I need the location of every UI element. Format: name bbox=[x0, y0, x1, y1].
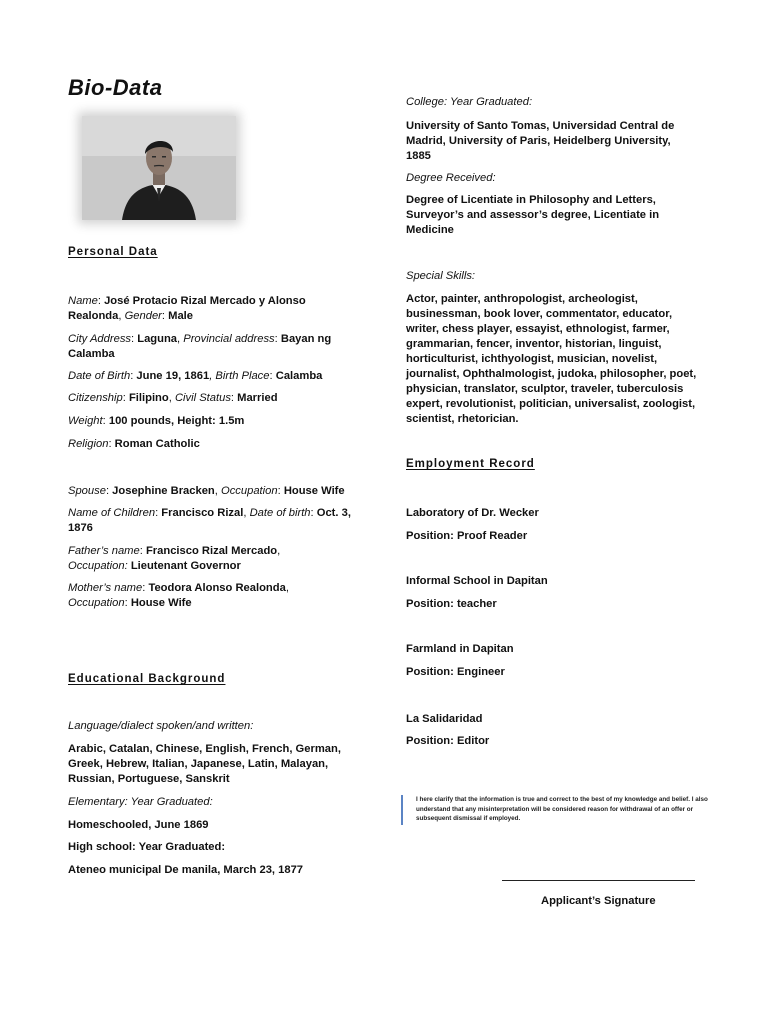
address-field: City Address: Laguna, Provincial address: Bayan ng Calamba bbox=[68, 333, 332, 360]
weight-label: Weight bbox=[68, 415, 103, 427]
mother-name-label: Mother’s name bbox=[68, 582, 143, 594]
position-3: Position: Engineer bbox=[406, 666, 505, 678]
citizenship-value: Filipino bbox=[128, 392, 169, 404]
city-address-label: City Address bbox=[68, 333, 132, 345]
name-label: Name bbox=[68, 295, 98, 307]
language-value: Arabic, Catalan, Chinese, English, French, German, Greek, Hebrew, Italian, Japanese, Latin, Malayan, Russian, Portuguese, Sanskrit bbox=[68, 743, 341, 785]
spouse-field: Spouse: Josephine Bracken, Occupation: House Wife bbox=[68, 485, 345, 497]
mother-occupation-label: Occupation bbox=[68, 597, 125, 609]
position-2: Position: teacher bbox=[406, 598, 497, 610]
provincial-address-value: Bayan ng Calamba bbox=[68, 333, 332, 360]
declaration-text: I here clarify that the information is true and correct to the best of my knowledge and belief. I also understand that any misinterpretation will be considered reason for withdrawal of an offer or subsequent dismissal if employed. bbox=[416, 796, 708, 822]
mother-field: Mother’s name: Teodora Alonso Realonda, Occupation: House Wife bbox=[68, 582, 289, 609]
religion-label: Religion bbox=[68, 438, 109, 450]
birth-place-label: Birth Place bbox=[215, 370, 270, 382]
father-occupation-value: Lieutenant Governor bbox=[130, 560, 241, 572]
employer-3: Farmland in Dapitan bbox=[406, 643, 514, 655]
citizenship-field: Citizenship: Filipino, Civil Status: Married bbox=[68, 392, 278, 404]
father-name-label: Father’s name bbox=[68, 545, 140, 557]
spouse-label: Spouse bbox=[68, 485, 106, 497]
gender-label: Gender bbox=[124, 310, 162, 322]
position-1: Position: Proof Reader bbox=[406, 530, 528, 542]
weight-field: Weight: 100 pounds, Height: 1.5m bbox=[68, 415, 245, 427]
provincial-address-label: Provincial address bbox=[183, 333, 275, 345]
degree-value: Degree of Licentiate in Philosophy and Letters, Surveyor’s and assessor’s degree, Licentiate in Medicine bbox=[406, 194, 660, 236]
spouse-value: Josephine Bracken bbox=[112, 485, 215, 497]
name-value: José Protacio Rizal Mercado y Alonso Realonda bbox=[68, 295, 306, 322]
signature-line bbox=[502, 880, 695, 881]
child-dob-label: Date of birth bbox=[249, 507, 311, 519]
father-name-value: Francisco Rizal Mercado bbox=[145, 545, 278, 557]
highschool-label: High school: Year Graduated: bbox=[68, 841, 226, 853]
civil-status-label: Civil Status bbox=[174, 392, 231, 404]
special-skills-value: Actor, painter, anthropologist, archeologist, businessman, book lover, commentator, educator, writer, chess player, essayist, ethnologist, farmer, grammarian, fencer, inventor, historian, linguist, horticulturist, ichthyologist, musician, novelist, journalist, Ophthalmologist, judoka, philosopher, poet, physician, translator, sculptor, traveler, tuberculosis expert, revolutionist, politician, universalist, zoologist, scientist, rhetorician. bbox=[406, 293, 697, 425]
degree-label: Degree Received: bbox=[406, 172, 496, 184]
personal-data-heading: Personal Data bbox=[68, 246, 158, 258]
religion-value: Roman Catholic bbox=[114, 438, 200, 450]
date-of-birth-label: Date of Birth bbox=[68, 370, 131, 382]
educational-background-heading: Educational Background bbox=[68, 673, 226, 685]
employer-2: Informal School in Dapitan bbox=[406, 575, 548, 587]
children-value: Francisco Rizal bbox=[161, 507, 244, 519]
college-value: University of Santo Tomas, Universidad Central de Madrid, University of Paris, Heidelberg University, 1885 bbox=[406, 120, 675, 162]
portrait-photo bbox=[82, 116, 236, 220]
mother-name-value: Teodora Alonso Realonda bbox=[148, 582, 286, 594]
applicant-signature-label: Applicant’s Signature bbox=[541, 895, 656, 907]
employer-4: La Salidaridad bbox=[406, 713, 483, 725]
weight-value: 100 pounds, Height: 1.5m bbox=[108, 415, 245, 427]
children-label: Name of Children bbox=[68, 507, 156, 519]
elementary-value: Homeschooled, June 1869 bbox=[68, 819, 209, 831]
citizenship-label: Citizenship bbox=[68, 392, 123, 404]
college-label: College: Year Graduated: bbox=[406, 96, 533, 108]
position-4: Position: Editor bbox=[406, 735, 490, 747]
city-address-value: Laguna bbox=[137, 333, 178, 345]
mother-occupation-value: House Wife bbox=[130, 597, 192, 609]
employer-1: Laboratory of Dr. Wecker bbox=[406, 507, 539, 519]
father-field: Father’s name: Francisco Rizal Mercado, Occupation: Lieutenant Governor bbox=[68, 545, 281, 572]
father-occupation-label: Occupation: bbox=[68, 560, 128, 572]
portrait-photo-icon bbox=[82, 116, 236, 220]
page-title: Bio-Data bbox=[68, 75, 163, 100]
child-dob-value: Oct. 3, 1876 bbox=[68, 507, 351, 534]
highschool-value: Ateneo municipal De manila, March 23, 1877 bbox=[68, 864, 304, 876]
special-skills-label: Special Skills: bbox=[406, 270, 476, 282]
spouse-occupation-label: Occupation bbox=[221, 485, 278, 497]
declaration-accent-bar bbox=[401, 795, 403, 825]
children-field: Name of Children: Francisco Rizal, Date of birth: Oct. 3, 1876 bbox=[68, 507, 351, 534]
gender-value: Male bbox=[168, 310, 193, 322]
civil-status-value: Married bbox=[237, 392, 278, 404]
employment-record-heading: Employment Record bbox=[406, 458, 535, 470]
name-field: Name: José Protacio Rizal Mercado y Alonso Realonda, Gender: Male bbox=[68, 295, 306, 322]
birth-field: Date of Birth: June 19, 1861, Birth Place: Calamba bbox=[68, 370, 323, 382]
language-label: Language/dialect spoken/and written: bbox=[68, 720, 254, 732]
spouse-occupation-value: House Wife bbox=[283, 485, 345, 497]
religion-field: Religion: Roman Catholic bbox=[68, 438, 200, 450]
birth-place-value: Calamba bbox=[275, 370, 323, 382]
date-of-birth-value: June 19, 1861 bbox=[136, 370, 210, 382]
elementary-label: Elementary: Year Graduated: bbox=[68, 796, 213, 808]
